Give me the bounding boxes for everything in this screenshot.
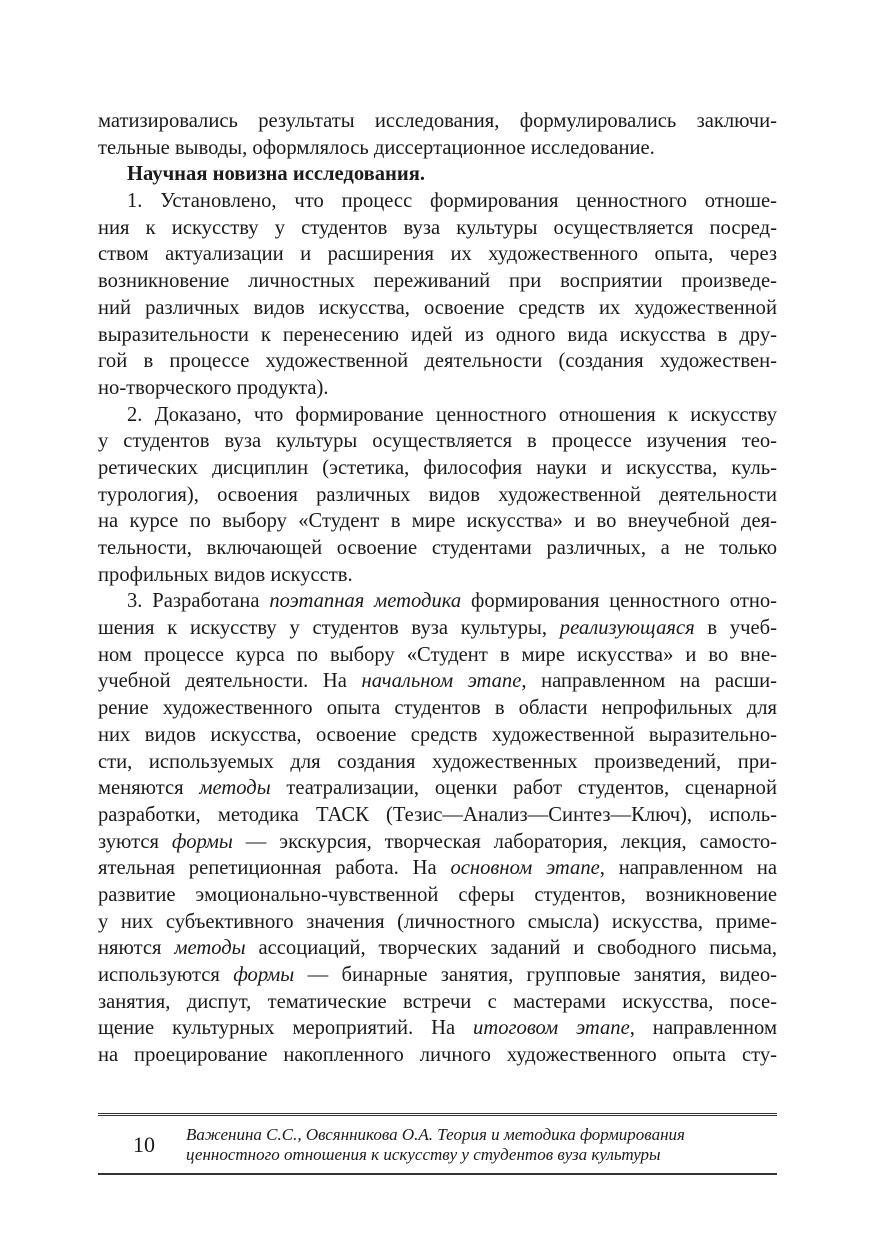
- running-title-line: ценностного отношения к искусству у студентов вуза культуры: [186, 1145, 661, 1164]
- running-title-line: Важенина С.С., Овсянникова О.А. Теория и методика формирования: [186, 1125, 685, 1144]
- text-line: разработки, методика ТАСК (Тезис—Анализ—Синтез—Ключ), исполь-: [98, 803, 777, 826]
- emphasis: реализующаяся: [559, 617, 695, 640]
- text-line: учебной деятельности. На начальном этапе, направленном на расши-: [98, 670, 778, 693]
- text-line: ством актуализации и расширения их художественного опыта, через: [98, 243, 777, 266]
- text-line: ний различных видов искусства, освоение средств их художественной: [98, 296, 777, 319]
- emphasis: начальном этапе: [361, 670, 522, 693]
- emphasis: методы: [199, 777, 271, 800]
- emphasis: основном этапе: [450, 857, 600, 880]
- text-line: 3. Разработана поэтапная методика формирования ценностного отно-: [127, 590, 777, 613]
- emphasis: итоговом этапе: [473, 1017, 630, 1040]
- text-line: выразительности к перенесению идей из одного вида искусства в дру-: [98, 323, 777, 346]
- text-line: на проецирование накопленного личного художественного опыта сту-: [98, 1044, 777, 1067]
- emphasis: поэтапная методика: [269, 590, 462, 613]
- emphasis: методы: [174, 937, 246, 960]
- text-line: у студентов вуза культуры осуществляется в процессе изучения тео-: [98, 430, 777, 453]
- text-line: ятельная репетиционная работа. На основном этапе, направленном на: [98, 857, 777, 880]
- text-line: используются формы — бинарные занятия, групповые занятия, видео-: [98, 964, 777, 986]
- text-line: ном процессе курса по выбору «Студент в мире искусства» и во вне-: [98, 643, 777, 666]
- text-line: зуются формы — экскурсия, творческая лаборатория, лекция, самосто-: [98, 830, 777, 853]
- emphasis: формы: [171, 830, 233, 853]
- text-line: профильных видов искусств.: [98, 563, 353, 586]
- text-line: сти, используемых для создания художественных произведений, при-: [98, 750, 777, 773]
- page-body: [98, 108, 777, 1069]
- text-line: ния к искусству у студентов вуза культуры осуществляется посред-: [98, 216, 777, 239]
- text-line: меняются методы театрализации, оценки работ студентов, сценарной: [98, 777, 777, 800]
- text-line: няются методы ассоциаций, творческих заданий и свободного письма,: [98, 937, 777, 960]
- text-line: но-творческого продукта).: [98, 376, 329, 399]
- text-line: возникновение личностных переживаний при восприятии произведе-: [98, 270, 777, 293]
- page-footer: [98, 1113, 777, 1175]
- text-line: тельности, включающей освоение студентами различных, а не только: [98, 537, 777, 559]
- text-line: шения к искусству у студентов вуза культуры, реализующаяся в учеб-: [98, 617, 777, 640]
- page-number: 10: [133, 1132, 155, 1157]
- text-line: матизировались результаты исследования, формулировались заключи-: [98, 110, 777, 132]
- text-line: занятия, диспут, тематические встречи с мастерами искусства, посе-: [98, 990, 777, 1013]
- text-line: у них субъективного значения (личностного смысла) искусства, приме-: [98, 910, 777, 933]
- text-line: 2. Доказано, что формирование ценностного отношения к искусству: [127, 403, 777, 426]
- text-line: гой в процессе художественной деятельности (создания художествен-: [98, 350, 777, 373]
- text-line: ретических дисциплин (эстетика, философия науки и искусства, куль-: [98, 456, 777, 479]
- section-heading: Научная новизна исследования.: [127, 163, 426, 186]
- text-line: развитие эмоционально-чувственной сферы студентов, возникновение: [98, 883, 777, 906]
- emphasis: формы: [233, 964, 295, 986]
- text-line: тельные выводы, оформлялось диссертационное исследование.: [98, 136, 655, 159]
- text-line: рение художественного опыта студентов в области непрофильных для: [98, 697, 777, 720]
- text-line: 1. Установлено, что процесс формирования ценностного отноше-: [127, 190, 777, 213]
- text-line: щение культурных мероприятий. На итоговом этапе, направленном: [98, 1017, 777, 1040]
- text-line: турология), освоения различных видов художественной деятельности: [98, 483, 777, 506]
- running-title: [186, 1125, 776, 1165]
- text-line: них видов искусства, освоение средств художественной выразительно-: [98, 723, 777, 746]
- text-line: на курсе по выбору «Студент в мире искусства» и во внеучебной дея-: [98, 510, 777, 533]
